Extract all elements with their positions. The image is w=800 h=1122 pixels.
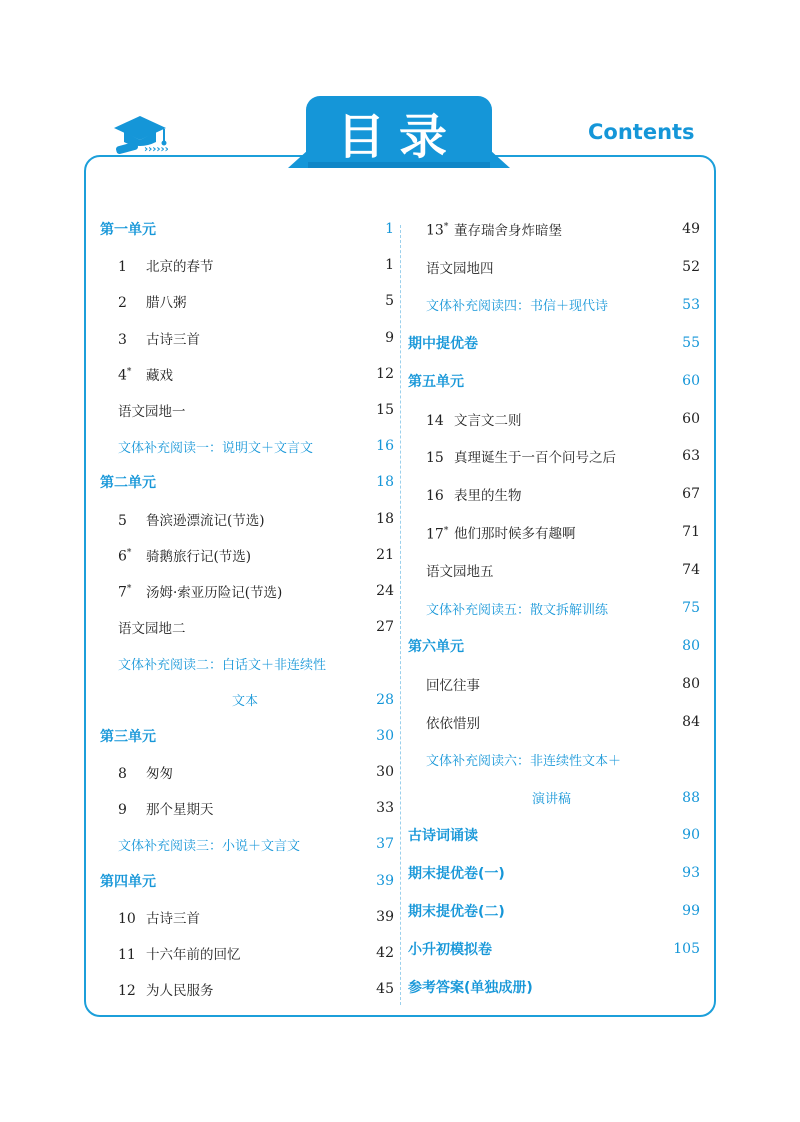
lesson-title: 董存瑞舍身炸暗堡 [454,223,562,239]
self-study-mark: * [443,222,449,233]
toc-entry-title: 语文园地一 [118,404,186,420]
page-number: 1 [385,221,394,237]
page-number: 30 [376,764,394,780]
toc-entry-title [408,522,576,542]
toc-entry-supp[interactable] [100,434,394,458]
toc-entry-title: 依依惜别 [426,715,480,732]
lesson-title: 藏戏 [146,367,173,384]
toc-entry-unit[interactable] [100,724,394,748]
toc-entry-title: 文体补充阅读二：白话文＋非连续性 [118,657,327,673]
toc-entry-title: 第二单元 [100,475,156,492]
contents-subtitle: Contents [588,120,695,144]
lesson-number: 5 [118,512,127,529]
page-title: 目录 [306,96,492,168]
toc-entry-lesson[interactable] [100,289,394,313]
toc-entry-lesson[interactable] [100,796,394,820]
lesson-title: 古诗三首 [146,910,200,927]
lesson-title: 北京的春节 [146,259,214,276]
self-study-mark: * [126,548,132,559]
toc-entry-title: 文体补充阅读四：书信＋现代诗 [426,299,609,315]
page-number: 63 [682,448,700,465]
lesson-title: 他们那时候多有趣啊 [454,526,576,543]
page-number: 90 [682,827,700,844]
toc-entry-lesson[interactable] [408,407,700,431]
self-study-mark: * [126,367,132,378]
self-study-mark: * [126,584,132,595]
lesson-number: 15 [426,450,444,467]
toc-entry-lesson[interactable] [100,362,394,386]
toc-entry-unit[interactable] [408,937,700,961]
toc-entry-title: 语文园地四 [426,260,494,277]
self-study-mark: * [443,525,449,536]
lesson-title: 十六年前的回忆 [146,947,241,963]
toc-entry-unit[interactable] [100,217,394,241]
lesson-title: 匆匆 [146,766,173,782]
page-number: 60 [682,372,700,389]
page-number: 18 [376,474,394,491]
page-number: 39 [376,908,394,925]
toc-entry-supp[interactable] [408,596,700,620]
toc-entry-title: 文体补充阅读六：非连续性文本＋ [426,754,622,770]
toc-entry-title [100,255,214,275]
lesson-number: 3 [118,331,127,348]
toc-entry-unit[interactable] [100,470,394,494]
page-number: 53 [682,296,700,313]
column-divider [400,225,401,1005]
lesson-number: 12 [118,983,136,1000]
toc-entry-unit[interactable] [100,869,394,893]
toc-entry-lesson[interactable] [100,543,394,567]
toc-entry-unit[interactable] [408,823,700,847]
page-number: 49 [682,221,700,237]
toc-entry-title: 参考答案(单独成册) [408,980,533,996]
page-number: 33 [376,800,394,817]
page-number: 74 [682,562,700,579]
toc-entry-lesson[interactable] [408,444,700,468]
toc-entry-garden[interactable] [408,558,700,582]
toc-entry-title [100,328,200,348]
toc-entry-garden[interactable] [100,615,394,639]
toc-entry-title: 第六单元 [408,638,464,655]
lesson-number: 9 [118,802,127,819]
toc-entry-lesson[interactable] [408,520,700,544]
page-number: 37 [376,836,394,853]
toc-entry-title: 第五单元 [408,373,464,390]
lesson-number: 4* [118,367,132,384]
page-number: 24 [376,583,394,599]
page-number: 80 [682,675,700,692]
toc-entry-unit[interactable] [408,369,700,393]
page-number: 88 [682,789,700,806]
toc-entry-lesson[interactable] [100,326,394,350]
toc-entry-title [408,219,562,239]
page-number: 75 [682,600,700,616]
toc-entry-garden[interactable] [408,255,700,279]
page-number: 27 [376,619,394,636]
lesson-title: 表里的生物 [454,488,522,505]
toc-entry-title [100,581,282,601]
toc-entry-lesson[interactable] [408,482,700,506]
page-number: 16 [376,438,394,455]
lesson-title: 鲁滨逊漂流记(节选) [146,512,265,529]
page-number: 55 [682,334,700,351]
toc-entry-title [100,943,241,963]
toc-entry-supp-indent[interactable] [100,688,394,712]
toc-entry-unit[interactable] [408,331,700,355]
lesson-number: 8 [118,766,127,782]
lesson-number: 17* [426,525,449,543]
toc-entry-title: 小升初模拟卷 [408,942,492,959]
page-number: 99 [682,903,700,920]
page-number: 67 [682,486,700,503]
toc-entry-lesson[interactable] [100,941,394,965]
lesson-title: 古诗三首 [146,331,200,348]
toc-entry-title [408,409,522,429]
toc-entry-supp-indent[interactable] [408,786,700,810]
lesson-title: 骑鹅旅行记(节选) [146,548,252,565]
toc-entry-title: 期末提优卷(二) [408,904,505,921]
page-number: 39 [376,872,394,889]
page-number: 15 [376,402,394,418]
lesson-title: 腊八粥 [146,295,187,312]
toc-entry-title: 回忆往事 [426,677,480,694]
toc-entry-title: 期末提优卷(一) [408,866,505,883]
lesson-number: 1 [118,259,127,276]
toc-entry-supp[interactable] [408,293,700,317]
toc-entry-unit[interactable] [408,861,700,885]
page-number: 84 [682,713,700,730]
toc-entry-title [100,798,214,818]
toc-entry-lesson[interactable] [100,507,394,531]
toc-entry-garden[interactable] [408,672,700,696]
toc-entry-unit[interactable] [408,975,700,999]
lesson-number: 10 [118,910,136,927]
lesson-title: 汤姆·索亚历险记(节选) [146,585,283,601]
lesson-number: 6* [118,548,132,565]
lesson-number: 11 [118,947,136,963]
toc-entry-title: 文体补充阅读三：小说＋文言文 [118,838,301,854]
toc-entry-title [100,509,265,529]
page-number: 71 [682,524,700,541]
lesson-number: 16 [426,488,444,505]
toc-entry-supp[interactable] [408,748,700,772]
toc-entry-supp[interactable] [100,832,394,856]
toc-entry-title: 语文园地二 [118,621,186,638]
toc-entry-lesson[interactable] [100,579,394,603]
page-number: 1 [385,257,394,274]
page-number: 80 [682,637,700,654]
toc-entry-title [100,979,214,999]
page-number: 28 [376,691,394,708]
lesson-number: 7* [118,584,132,601]
toc-entry-garden[interactable] [408,710,700,734]
page-number: 12 [376,365,394,382]
page-number: 42 [376,945,394,961]
page-number: 5 [385,293,394,310]
page-number: 45 [376,981,394,998]
toc-entry-title [100,762,173,782]
toc-entry-unit[interactable] [408,899,700,923]
page-number: 18 [376,510,394,527]
toc-entry-lesson[interactable] [100,905,394,929]
lesson-number: 13* [426,222,449,239]
page-number: 21 [376,546,394,563]
toc-entry-title: 文体补充阅读一：说明文＋文言文 [118,440,314,456]
lesson-title: 真理诞生于一百个问号之后 [454,450,616,467]
lesson-number: 2 [118,295,127,312]
lesson-number: 14 [426,412,444,429]
lesson-title: 那个星期天 [146,802,214,819]
page-number: 52 [682,258,700,275]
toc-entry-lesson[interactable] [100,977,394,1001]
toc-entry-title: 演讲稿 [532,792,572,807]
toc-entry-title [100,907,200,927]
toc-entry-title [100,545,251,565]
toc-entry-lesson[interactable] [408,217,700,241]
page-number: 9 [385,329,394,346]
page-number: 93 [682,865,700,882]
toc-entry-supp[interactable] [100,651,394,675]
toc-entry-title: 文本 [232,694,259,710]
toc-entry-unit[interactable] [408,634,700,658]
toc-entry-title [408,446,616,466]
toc-entry-title [100,364,173,384]
page-number: 60 [682,410,700,427]
svg-text:››››››: ›››››› [144,144,169,155]
lesson-title: 为人民服务 [146,983,214,1000]
page-number: 30 [376,727,394,744]
toc-entry-lesson[interactable] [100,760,394,784]
toc-entry-title: 语文园地五 [426,564,494,581]
toc-entry-title: 期中提优卷 [408,335,478,352]
toc-entry-title [408,484,522,504]
toc-entry-title: 第三单元 [100,728,156,745]
toc-entry-garden[interactable] [100,398,394,422]
lesson-title: 文言文二则 [454,412,522,429]
toc-entry-lesson[interactable] [100,253,394,277]
toc-entry-title: 第四单元 [100,873,156,890]
toc-entry-title: 第一单元 [100,222,156,238]
page-number: 105 [673,941,700,958]
toc-entry-title: 古诗词诵读 [408,828,478,845]
toc-entry-title [100,291,187,311]
toc-entry-title: 文体补充阅读五：散文拆解训练 [426,602,609,618]
graduation-cap-icon [110,108,190,156]
